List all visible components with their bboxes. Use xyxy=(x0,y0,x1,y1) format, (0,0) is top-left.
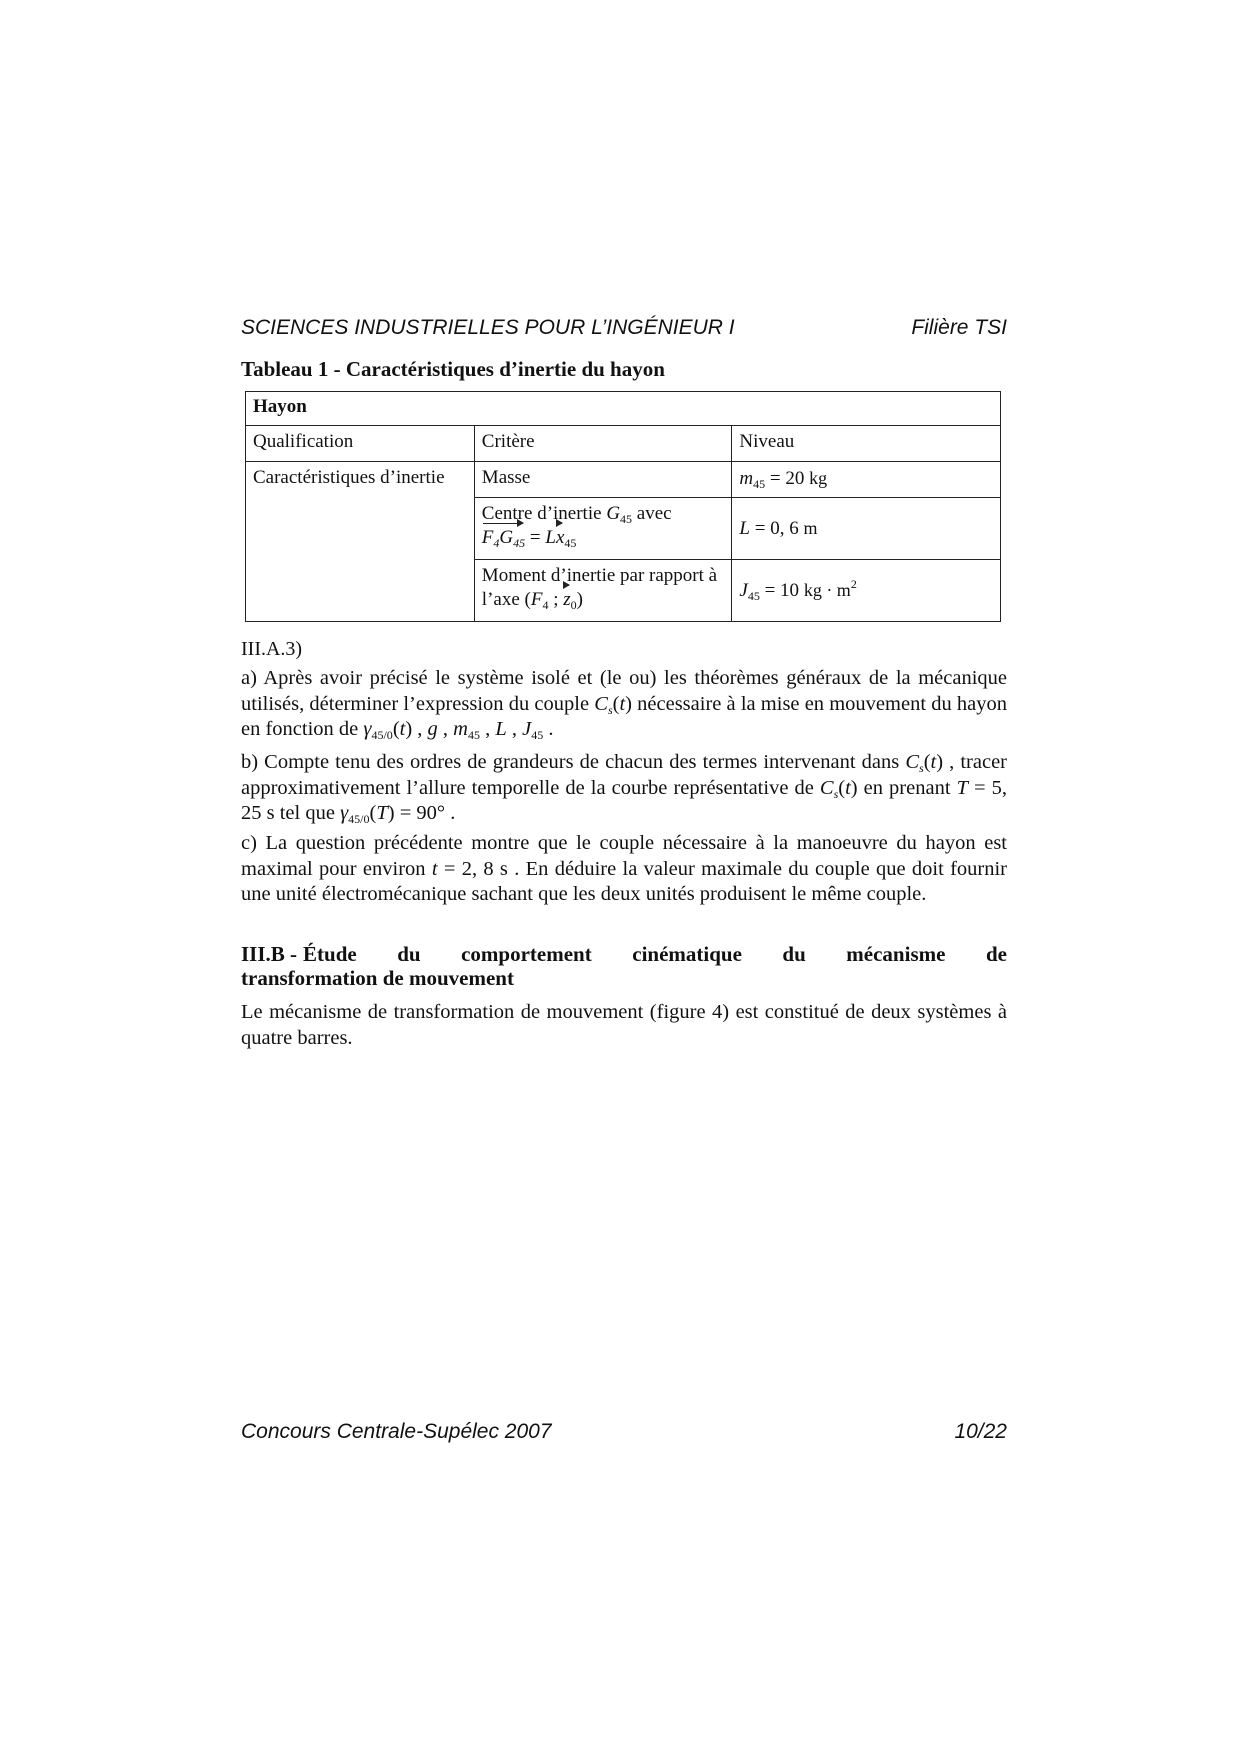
column-header-qualification: Qualification xyxy=(246,426,475,462)
center-symbol: G xyxy=(606,503,621,524)
question-b-gamma-value: = 90° . xyxy=(394,802,456,824)
question-a: a) Après avoir précisé le système isolé et (le ou) les théorèmes généraux de la mécanique utilisés, déterminer l’expression du couple $C_s(t)$ nécessaire à la mise en mouvement du hayon en fonction de $\gamma_{45/0}(t)$ , g , $m_{45}$ , L , $J_{45}$ . xyxy=(241,667,1007,742)
subsection-word: du xyxy=(397,942,421,966)
subsection-number: III.B - Étude xyxy=(241,942,357,966)
subsection-word: cinématique xyxy=(632,942,742,966)
mass-symbol: m xyxy=(739,468,754,489)
niveau-cell-mass xyxy=(732,462,1001,498)
center-label: Centre d’inertie xyxy=(481,503,607,524)
column-header-critere: Critère xyxy=(474,426,732,462)
mass-subscript: 45 xyxy=(753,477,766,491)
question-b-text-3: en prenant xyxy=(857,776,957,799)
page-footer xyxy=(241,1420,1007,1444)
section-label: III.A.3) xyxy=(241,638,303,660)
inertia-symbol: J xyxy=(739,580,748,601)
niveau-cell-moment xyxy=(732,560,1001,622)
page-header xyxy=(241,316,1007,340)
moment-axis-label: l’axe xyxy=(481,589,525,610)
inertia-unit: kg · m xyxy=(803,580,851,600)
question-c-text-1: c) La question précédente montre que le couple nécessaire à la manoeuvre du hayon est maximal pour environ xyxy=(241,832,1007,880)
length-symbol: L xyxy=(739,518,750,539)
question-b-text-4: tel que xyxy=(274,802,341,824)
vector-x45: x xyxy=(555,527,565,548)
subsection-heading xyxy=(241,942,1007,990)
center-avec: avec xyxy=(632,503,672,524)
subsection-word: mécanisme xyxy=(846,942,946,966)
question-c-text-2: . En déduire la valeur maximale du couple que doit fournir une unité électromécanique sachant que les deux unités produisent le même couple. xyxy=(241,857,1008,905)
critere-cell-mass: Masse xyxy=(474,462,732,498)
center-subscript: 45 xyxy=(620,512,633,526)
question-a-text-1: a) Après avoir précisé le système isolé et (le ou) les théorèmes généraux de la mécanique utilisés, déterminer l’expression du couple xyxy=(241,667,1007,715)
header-track: Filière TSI xyxy=(911,316,1007,339)
footer-exam: Concours Centrale-Supélec 2007 xyxy=(241,1420,552,1443)
page-number: 10/22 xyxy=(954,1420,1007,1443)
column-header-niveau: Niveau xyxy=(732,426,1001,462)
mass-unit: kg xyxy=(809,468,828,488)
question-b-T-value: = 5, 25 s xyxy=(241,776,1008,824)
mass-value: = 20 xyxy=(765,468,810,489)
vector-z0: z xyxy=(563,589,571,610)
niveau-cell-center xyxy=(732,498,1001,560)
inertia-value: = 10 xyxy=(759,580,804,601)
question-c: c) La question précédente montre que le couple nécessaire à la manoeuvre du hayon est maximal pour environ t = 2, 8 s . En déduire la valeur maximale du couple que doit fournir une unité électromécanique sachant que les deux unités produisent le même couple. xyxy=(241,832,1008,905)
question-b-text-2: , tracer approximativement l’allure temporelle de la courbe représentative de xyxy=(241,751,1007,799)
inertia-unit-exponent: 2 xyxy=(850,577,857,591)
subsection-heading-line-2: transformation de mouvement xyxy=(241,966,514,990)
question-a-text-2: nécessaire à la mise en mouvement du hayon en fonction de xyxy=(241,692,1007,740)
critere-cell-moment: Moment d’inertie par rapport à l’axe ($F_4$ ; $z_0$) xyxy=(474,560,732,622)
question-c-t-value: = 2, 8 s xyxy=(437,857,508,880)
subsection-word: comportement xyxy=(461,942,592,966)
subsection-word: du xyxy=(782,942,806,966)
inertia-table xyxy=(245,391,1001,622)
header-subject: SCIENCES INDUSTRIELLES POUR L’INGÉNIEUR I xyxy=(241,316,735,339)
critere-cell-center: Centre d’inertie $G_{45}$ avec $F_4G_{45} = Lx_{45}$ xyxy=(474,498,732,560)
qualification-cell: Caractéristiques d’inertie xyxy=(246,462,475,622)
table-title: Tableau 1 - Caractéristiques d’inertie du hayon xyxy=(241,357,665,381)
question-b: b) Compte tenu des ordres de grandeurs de chacun des termes intervenant dans $C_s(t)$ , tracer approximativement l’allure temporelle de la courbe représentative de $C_s(t)$ en prenant T = 5, 25 s tel que $\gamma_{45/0}(T) = 90^\circ$ . xyxy=(241,751,1008,826)
subsection-heading-line-1 xyxy=(241,942,1007,966)
subsection-word: de xyxy=(985,942,1007,966)
table-group-header: Hayon xyxy=(246,392,1001,426)
vector-f4g45: $F_4G_{45}$ xyxy=(481,527,526,550)
length-value: = 0, 6 xyxy=(749,518,804,539)
length-unit: m xyxy=(803,518,818,538)
moment-label: Moment d’inertie par rapport à xyxy=(481,565,718,586)
intro-paragraph: Le mécanisme de transformation de mouvement (figure 4) est constitué de deux systèmes à quatre barres. xyxy=(241,1001,1007,1049)
inertia-subscript: 45 xyxy=(747,589,760,603)
question-b-text-1: b) Compte tenu des ordres de grandeurs de chacun des termes intervenant dans xyxy=(241,751,906,773)
